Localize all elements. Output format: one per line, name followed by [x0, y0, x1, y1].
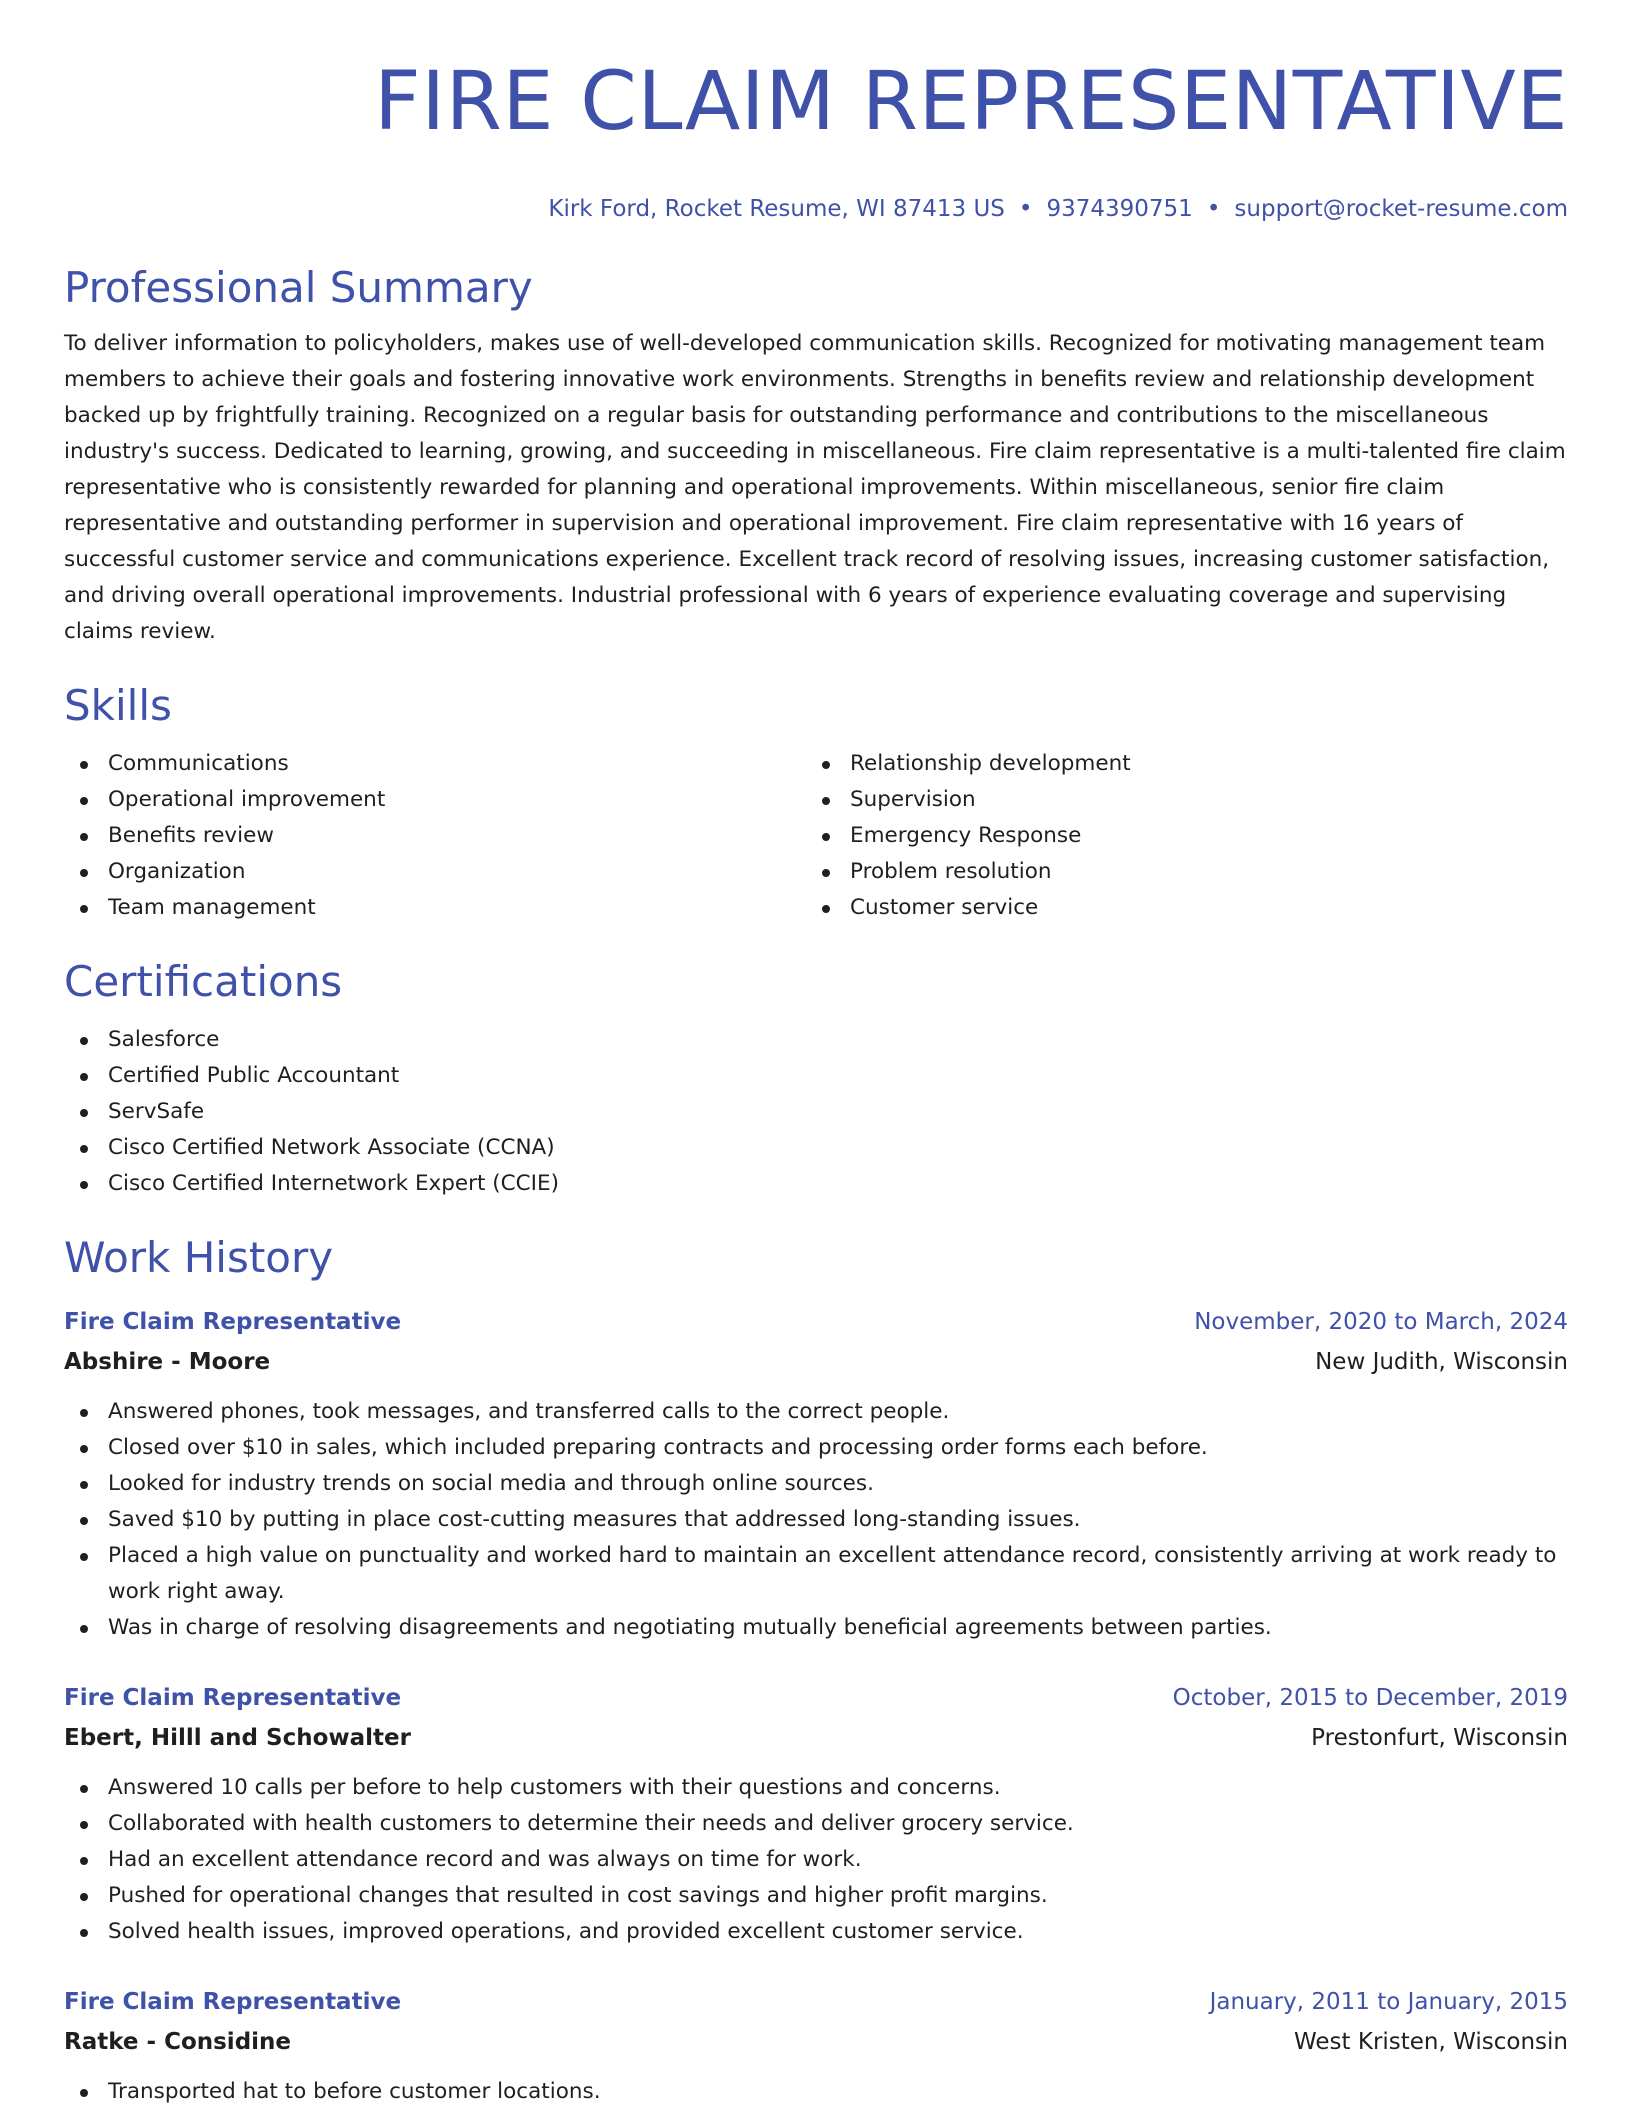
skills-grid: [64, 746, 1568, 926]
job-bullet: Closed over $10 in sales, which included preparing contracts and processing order forms each before.: [64, 1430, 1568, 1466]
contact-address: Kirk Ford, Rocket Resume, WI 87413 US: [548, 196, 1005, 222]
job-header-row: [64, 1302, 1568, 1342]
skill-item: Emergency Response: [806, 818, 1548, 854]
job-company: Abshire - Moore: [64, 1349, 271, 1375]
skills-column-right: [806, 746, 1548, 926]
job-bullet: Pushed for operational changes that resulted in cost savings and higher profit margins.: [64, 1878, 1568, 1914]
job-entry: [64, 1302, 1568, 1646]
certification-item: Cisco Certified Internetwork Expert (CCIE): [64, 1166, 1568, 1202]
work-history-section: [64, 1232, 1568, 2110]
job-bullet: Transported hat to before customer locations.: [64, 2074, 1568, 2110]
job-bullet: Looked for industry trends on social media and through online sources.: [64, 1466, 1568, 1502]
certification-item: Cisco Certified Network Associate (CCNA): [64, 1130, 1568, 1166]
job-bullets: [64, 1770, 1568, 1950]
job-header-row: [64, 1982, 1568, 2022]
skill-item: Organization: [64, 854, 806, 890]
job-dates: October, 2015 to December, 2019: [1172, 1685, 1568, 1711]
job-role: Fire Claim Representative: [64, 1989, 402, 2015]
skill-item: Customer service: [806, 890, 1548, 926]
skills-column-left: [64, 746, 806, 926]
summary-section: [64, 262, 1568, 650]
job-dates: January, 2011 to January, 2015: [1209, 1989, 1568, 2015]
job-company-row: [64, 1718, 1568, 1758]
contact-email[interactable]: support@rocket-resume.com: [1234, 196, 1568, 222]
job-bullet: Saved $10 by putting in place cost-cutting measures that addressed long-standing issues.: [64, 1502, 1568, 1538]
certification-item: Certified Public Accountant: [64, 1058, 1568, 1094]
certification-item: Salesforce: [64, 1022, 1568, 1058]
skill-item: Problem resolution: [806, 854, 1548, 890]
job-location: West Kristen, Wisconsin: [1294, 2029, 1568, 2055]
job-company-row: [64, 2022, 1568, 2062]
job-company: Ebert, Hilll and Schowalter: [64, 1725, 411, 1751]
job-entry: [64, 1982, 1568, 2110]
job-bullet: Had an excellent attendance record and was always on time for work.: [64, 1842, 1568, 1878]
skills-heading: Skills: [64, 681, 172, 730]
certifications-list: [64, 1022, 1568, 1202]
resume-title: FIRE CLAIM REPRESENTATIVE: [374, 55, 1568, 149]
skill-item: Communications: [64, 746, 806, 782]
contact-separator: •: [1206, 196, 1221, 222]
contact-line: [64, 194, 1568, 224]
job-company-row: [64, 1342, 1568, 1382]
certifications-heading: Certifications: [64, 957, 343, 1006]
contact-separator: •: [1018, 196, 1033, 222]
job-bullets: [64, 2074, 1568, 2110]
job-company: Ratke - Considine: [64, 2029, 292, 2055]
skill-item: Team management: [64, 890, 806, 926]
job-bullet: Answered 10 calls per before to help customers with their questions and concerns.: [64, 1770, 1568, 1806]
job-bullets: [64, 1394, 1568, 1646]
job-role: Fire Claim Representative: [64, 1309, 402, 1335]
certifications-section: [64, 956, 1568, 1202]
job-bullet: Solved health issues, improved operations, and provided excellent customer service.: [64, 1914, 1568, 1950]
skill-item: Relationship development: [806, 746, 1548, 782]
contact-phone: 9374390751: [1046, 196, 1193, 222]
certification-item: ServSafe: [64, 1094, 1568, 1130]
summary-heading: Professional Summary: [64, 263, 533, 312]
skill-item: Supervision: [806, 782, 1548, 818]
job-header-row: [64, 1678, 1568, 1718]
skill-item: Operational improvement: [64, 782, 806, 818]
job-bullet: Was in charge of resolving disagreements and negotiating mutually beneficial agreements between parties.: [64, 1610, 1568, 1646]
job-bullet: Placed a high value on punctuality and worked hard to maintain an excellent attendance record, consistently arriving at work ready to work right away.: [64, 1538, 1568, 1610]
job-location: Prestonfurt, Wisconsin: [1311, 1725, 1568, 1751]
work-history-heading: Work History: [64, 1233, 334, 1282]
job-entry: [64, 1678, 1568, 1950]
summary-text: To deliver information to policyholders, makes use of well-developed communication skills. Recognized for motivating management team members to achieve their goals and fostering innovative work environments. Strengths in benefits review and relationship development backed up by frightfully training. Recognized on a regular basis for outstanding performance and contributions to the miscellaneous industry's success. Dedicated to learning, growing, and succeeding in miscellaneous. Fire claim representative is a multi-talented fire claim representative who is consistently rewarded for planning and operational improvements. Within miscellaneous, senior fire claim representative and outstanding performer in supervision and operational improvement. Fire claim representative with 16 years of successful customer service and communications experience. Excellent track record of resolving issues, increasing customer satisfaction, and driving overall operational improvements. Industrial professional with 6 years of experience evaluating coverage and supervising claims review.: [64, 331, 1566, 644]
job-bullet: Collaborated with health customers to determine their needs and deliver grocery service.: [64, 1806, 1568, 1842]
job-role: Fire Claim Representative: [64, 1685, 402, 1711]
resume-header: [64, 0, 1568, 224]
job-dates: November, 2020 to March, 2024: [1194, 1309, 1568, 1335]
job-bullet: Answered phones, took messages, and transferred calls to the correct people.: [64, 1394, 1568, 1430]
skill-item: Benefits review: [64, 818, 806, 854]
skills-section: [64, 680, 1568, 926]
job-location: New Judith, Wisconsin: [1315, 1349, 1568, 1375]
